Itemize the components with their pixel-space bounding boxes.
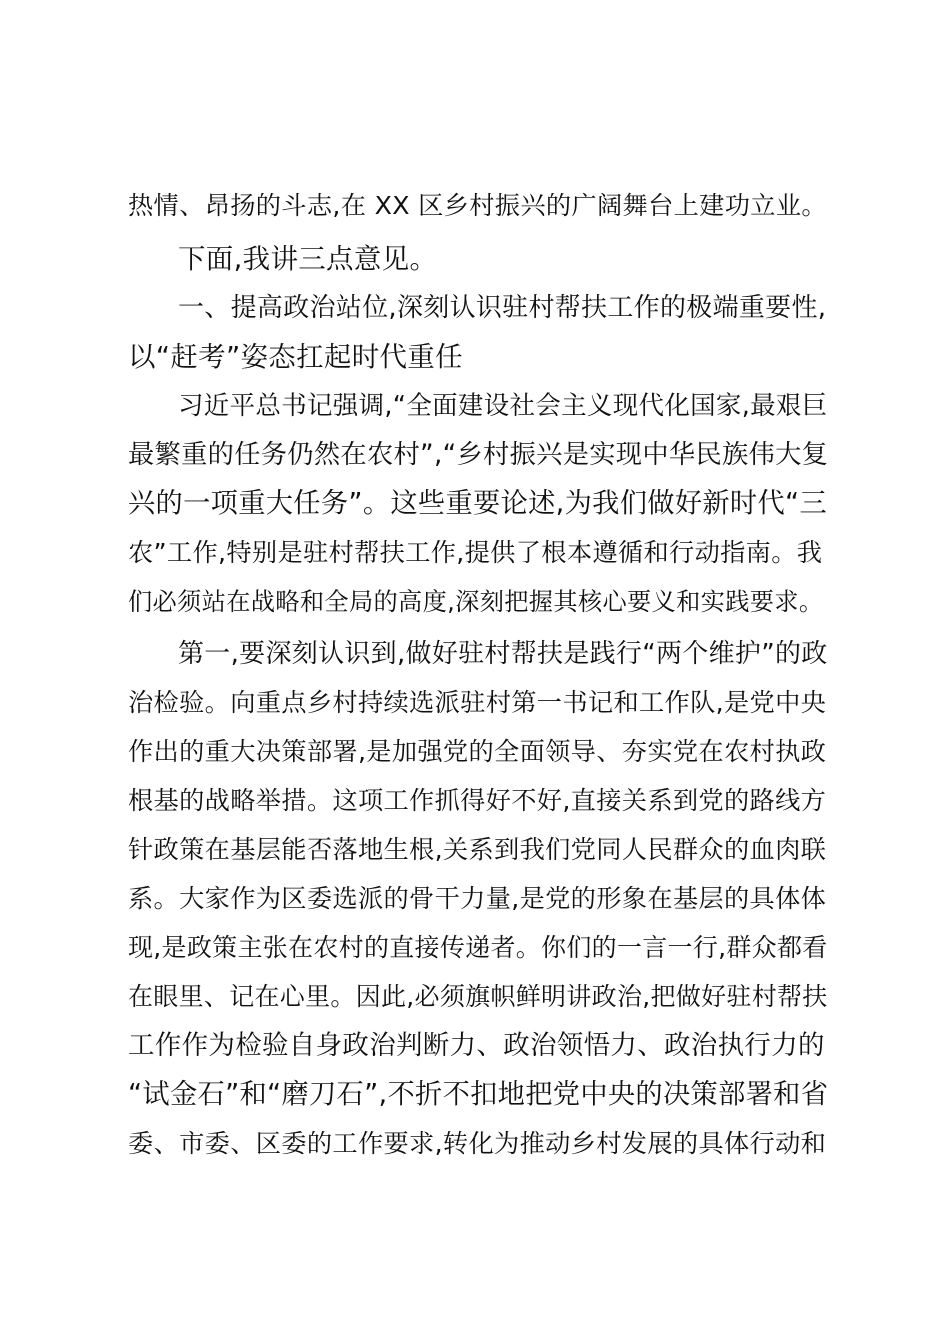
body-text-line: 在眼里、记在心里。因此,必须旗帜鲜明讲政治,把做好驻村帮扶 (128, 982, 828, 1011)
body-text-line: 习近平总书记强调,“全面建设社会主义现代化国家,最艰巨 (178, 391, 828, 421)
body-text-line: “试金石”和“磨刀石”,不折不扣地把党中央的决策部署和省 (128, 1079, 829, 1110)
body-text-line: 作出的重大决策部署,是加强党的全面领导、夯实党在农村执政 (128, 737, 827, 766)
body-text-line: 第一,要深刻认识到,做好驻村帮扶是践行“两个维护”的政 (178, 639, 828, 669)
body-text-line: 工作作为检验自身政治判断力、政治领悟力、政治执行力的 (128, 1030, 825, 1061)
body-text-line: 热情、昂扬的斗志,在 XX 区乡村振兴的广阔舞台上建功立业。 (128, 191, 827, 220)
paragraph-text: 下面,我讲三点意见。 (178, 243, 438, 275)
section-heading-continued: 以“赶考”姿态扛起时代重任 (128, 341, 463, 373)
body-text-line: 根基的战略举措。这项工作抓得好不好,直接关系到党的路线方 (128, 786, 827, 815)
section-heading: 一、提高政治站位,深刻认识驻村帮扶工作的极端重要性, (178, 293, 827, 323)
body-text-line: 现,是政策主张在农村的直接传递者。你们的一言一行,群众都看 (128, 933, 828, 962)
body-text-line: 系。大家作为区委选派的骨干力量,是党的形象在基层的具体体 (128, 884, 827, 913)
body-text-line: 农”工作,特别是驻村帮扶工作,提供了根本遵循和行动指南。我 (128, 538, 823, 567)
body-text-line: 治检验。向重点乡村持续选派驻村第一书记和工作队,是党中央 (128, 688, 827, 717)
body-text-line: 们必须站在战略和全局的高度,深刻把握其核心要义和实践要求。 (128, 587, 824, 616)
body-text-line: 针政策在基层能否落地生根,关系到我们党同人民群众的血肉联 (128, 835, 827, 864)
body-text-line: 委、市委、区委的工作要求,转化为推动乡村发展的具体行动和 (128, 1129, 827, 1158)
body-text-line: 兴的一项重大任务”。这些重要论述,为我们做好新时代“三 (128, 488, 827, 519)
body-text-line: 最繁重的任务仍然在农村”,“乡村振兴是实现中华民族伟大复 (128, 440, 829, 470)
